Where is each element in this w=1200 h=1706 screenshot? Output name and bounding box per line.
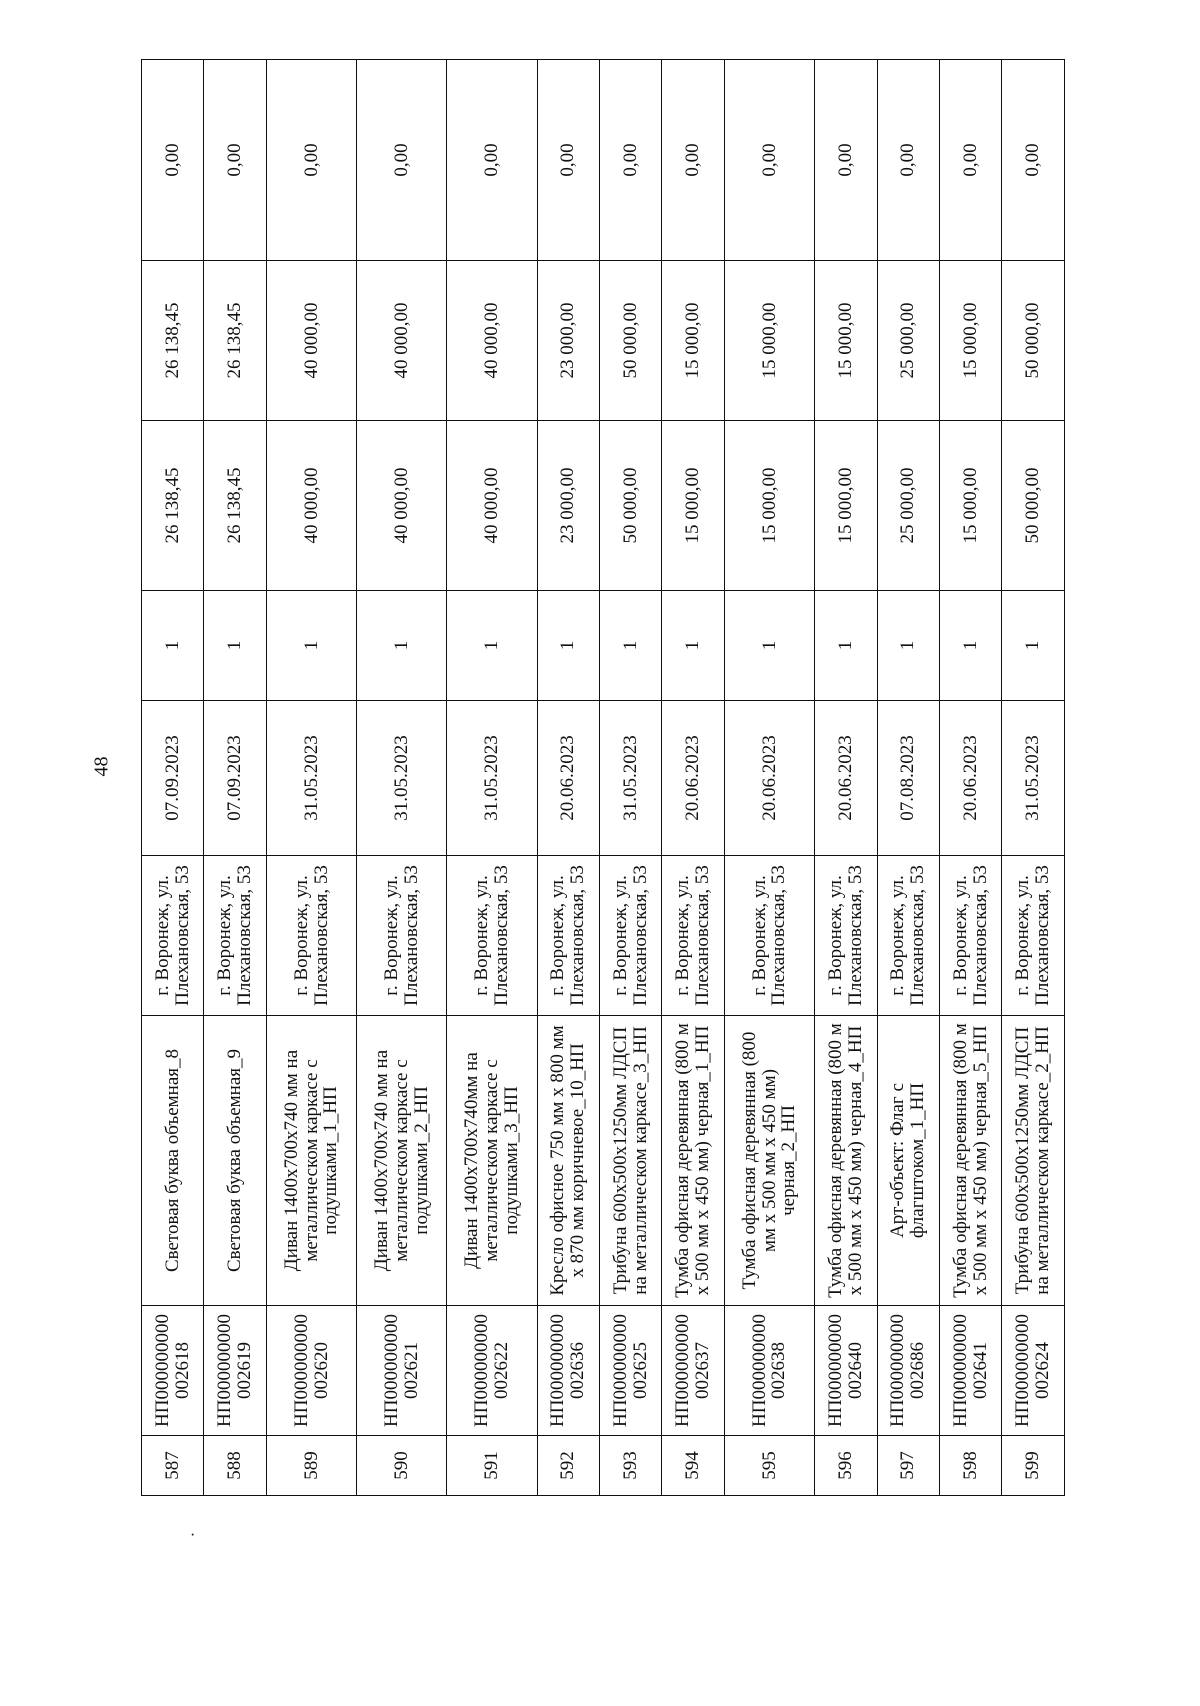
row-number: 598 — [939, 1436, 1001, 1496]
acquisition-date: 31.05.2023 — [266, 701, 356, 856]
value-3: 0,00 — [537, 60, 599, 261]
value-3: 0,00 — [1002, 60, 1065, 261]
row-number: 593 — [599, 1436, 661, 1496]
value-2: 50 000,00 — [599, 261, 661, 421]
asset-name: Тумба офисная деревянная (800 м х 500 мм х 450 мм) черная_5_НП — [939, 1016, 1001, 1306]
table-row — [1002, 60, 1065, 1496]
scan-speck: · — [190, 1527, 196, 1544]
asset-name: Тумба офисная деревянная (800 мм х 500 мм х 450 мм) черная_2_НП — [724, 1016, 814, 1306]
value-2: 40 000,00 — [266, 261, 356, 421]
asset-address: г. Воронеж, ул. Плехановская, 53 — [1002, 856, 1065, 1016]
acquisition-date: 07.09.2023 — [142, 701, 204, 856]
asset-address: г. Воронеж, ул. Плехановская, 53 — [537, 856, 599, 1016]
value-1: 15 000,00 — [724, 421, 814, 591]
asset-address: г. Воронеж, ул. Плехановская, 53 — [815, 856, 877, 1016]
value-1: 40 000,00 — [447, 421, 537, 591]
table-row — [357, 60, 447, 1496]
table-row — [877, 60, 939, 1496]
row-number: 592 — [537, 1436, 599, 1496]
quantity: 1 — [1002, 591, 1065, 701]
value-1: 25 000,00 — [877, 421, 939, 591]
quantity: 1 — [357, 591, 447, 701]
table-row — [447, 60, 537, 1496]
value-3: 0,00 — [599, 60, 661, 261]
asset-address: г. Воронеж, ул. Плехановская, 53 — [357, 856, 447, 1016]
quantity: 1 — [815, 591, 877, 701]
asset-name: Диван 1400х700х740 мм на металлическом каркасе с подушками_2_НП — [357, 1016, 447, 1306]
rotated-table-wrapper — [141, 60, 1065, 1496]
value-2: 50 000,00 — [1002, 261, 1065, 421]
asset-table — [141, 59, 1065, 1496]
value-2: 15 000,00 — [815, 261, 877, 421]
inventory-number: НП000000000002621 — [357, 1306, 447, 1436]
asset-address: г. Воронеж, ул. Плехановская, 53 — [599, 856, 661, 1016]
value-2: 25 000,00 — [877, 261, 939, 421]
table-row — [204, 60, 266, 1496]
row-number: 589 — [266, 1436, 356, 1496]
asset-address: г. Воронеж, ул. Плехановская, 53 — [939, 856, 1001, 1016]
inventory-number: НП000000000002638 — [724, 1306, 814, 1436]
page-number: 48 — [90, 756, 113, 777]
asset-address: г. Воронеж, ул. Плехановская, 53 — [266, 856, 356, 1016]
value-3: 0,00 — [266, 60, 356, 261]
asset-address: г. Воронеж, ул. Плехановская, 53 — [662, 856, 724, 1016]
row-number: 597 — [877, 1436, 939, 1496]
value-3: 0,00 — [204, 60, 266, 261]
table-row — [815, 60, 877, 1496]
inventory-number: НП000000000002624 — [1002, 1306, 1065, 1436]
value-3: 0,00 — [357, 60, 447, 261]
acquisition-date: 20.06.2023 — [939, 701, 1001, 856]
quantity: 1 — [142, 591, 204, 701]
value-3: 0,00 — [662, 60, 724, 261]
acquisition-date: 31.05.2023 — [447, 701, 537, 856]
value-2: 23 000,00 — [537, 261, 599, 421]
acquisition-date: 31.05.2023 — [1002, 701, 1065, 856]
value-1: 15 000,00 — [815, 421, 877, 591]
value-3: 0,00 — [815, 60, 877, 261]
value-2: 26 138,45 — [204, 261, 266, 421]
value-1: 40 000,00 — [357, 421, 447, 591]
inventory-number: НП000000000002636 — [537, 1306, 599, 1436]
value-3: 0,00 — [724, 60, 814, 261]
acquisition-date: 20.06.2023 — [662, 701, 724, 856]
acquisition-date: 31.05.2023 — [357, 701, 447, 856]
inventory-number: НП000000000002619 — [204, 1306, 266, 1436]
asset-name: Кресло офисное 750 мм х 800 мм х 870 мм коричневое_10_НП — [537, 1016, 599, 1306]
acquisition-date: 31.05.2023 — [599, 701, 661, 856]
row-number: 595 — [724, 1436, 814, 1496]
row-number: 587 — [142, 1436, 204, 1496]
row-number: 590 — [357, 1436, 447, 1496]
inventory-number: НП000000000002640 — [815, 1306, 877, 1436]
table-row — [266, 60, 356, 1496]
row-number: 591 — [447, 1436, 537, 1496]
asset-name: Световая буква объемная_8 — [142, 1016, 204, 1306]
inventory-number: НП000000000002637 — [662, 1306, 724, 1436]
quantity: 1 — [877, 591, 939, 701]
inventory-number: НП000000000002625 — [599, 1306, 661, 1436]
inventory-number: НП000000000002622 — [447, 1306, 537, 1436]
acquisition-date: 20.06.2023 — [537, 701, 599, 856]
asset-address: г. Воронеж, ул. Плехановская, 53 — [204, 856, 266, 1016]
asset-name: Тумба офисная деревянная (800 м х 500 мм х 450 мм) черная_4_НП — [815, 1016, 877, 1306]
asset-address: г. Воронеж, ул. Плехановская, 53 — [447, 856, 537, 1016]
row-number: 594 — [662, 1436, 724, 1496]
value-2: 15 000,00 — [724, 261, 814, 421]
asset-address: г. Воронеж, ул. Плехановская, 53 — [877, 856, 939, 1016]
value-2: 15 000,00 — [939, 261, 1001, 421]
row-number: 588 — [204, 1436, 266, 1496]
asset-name: Диван 1400х700х740 мм на металлическом каркасе с подушками_1_НП — [266, 1016, 356, 1306]
asset-name: Трибуна 600х500х1250мм ЛДСП на металлическом каркасе_2_НП — [1002, 1016, 1065, 1306]
acquisition-date: 20.06.2023 — [724, 701, 814, 856]
row-number: 596 — [815, 1436, 877, 1496]
inventory-number: НП000000000002618 — [142, 1306, 204, 1436]
quantity: 1 — [724, 591, 814, 701]
asset-name: Диван 1400х700х740мм на металлическом каркасе с подушками_3_НП — [447, 1016, 537, 1306]
table-row — [142, 60, 204, 1496]
value-1: 50 000,00 — [599, 421, 661, 591]
quantity: 1 — [537, 591, 599, 701]
acquisition-date: 07.08.2023 — [877, 701, 939, 856]
value-2: 26 138,45 — [142, 261, 204, 421]
asset-address: г. Воронеж, ул. Плехановская, 53 — [724, 856, 814, 1016]
value-2: 40 000,00 — [357, 261, 447, 421]
value-3: 0,00 — [142, 60, 204, 261]
value-3: 0,00 — [447, 60, 537, 261]
value-1: 40 000,00 — [266, 421, 356, 591]
table-row — [662, 60, 724, 1496]
inventory-number: НП000000000002686 — [877, 1306, 939, 1436]
quantity: 1 — [939, 591, 1001, 701]
table-row — [939, 60, 1001, 1496]
inventory-number: НП000000000002620 — [266, 1306, 356, 1436]
acquisition-date: 20.06.2023 — [815, 701, 877, 856]
value-1: 15 000,00 — [662, 421, 724, 591]
asset-name: Тумба офисная деревянная (800 м х 500 мм х 450 мм) черная_1_НП — [662, 1016, 724, 1306]
asset-address: г. Воронеж, ул. Плехановская, 53 — [142, 856, 204, 1016]
table-row — [537, 60, 599, 1496]
inventory-number: НП000000000002641 — [939, 1306, 1001, 1436]
value-1: 15 000,00 — [939, 421, 1001, 591]
row-number: 599 — [1002, 1436, 1065, 1496]
value-2: 15 000,00 — [662, 261, 724, 421]
asset-name: Арт-объект: Флаг с флагштоком_1_НП — [877, 1016, 939, 1306]
asset-name: Световая буква объемная_9 — [204, 1016, 266, 1306]
value-3: 0,00 — [877, 60, 939, 261]
value-1: 23 000,00 — [537, 421, 599, 591]
quantity: 1 — [204, 591, 266, 701]
quantity: 1 — [599, 591, 661, 701]
value-1: 26 138,45 — [204, 421, 266, 591]
quantity: 1 — [266, 591, 356, 701]
value-3: 0,00 — [939, 60, 1001, 261]
quantity: 1 — [662, 591, 724, 701]
value-2: 40 000,00 — [447, 261, 537, 421]
asset-name: Трибуна 600х500х1250мм ЛДСП на металлическом каркасе_3_НП — [599, 1016, 661, 1306]
table-row — [724, 60, 814, 1496]
value-1: 50 000,00 — [1002, 421, 1065, 591]
acquisition-date: 07.09.2023 — [204, 701, 266, 856]
table-row — [599, 60, 661, 1496]
quantity: 1 — [447, 591, 537, 701]
value-1: 26 138,45 — [142, 421, 204, 591]
